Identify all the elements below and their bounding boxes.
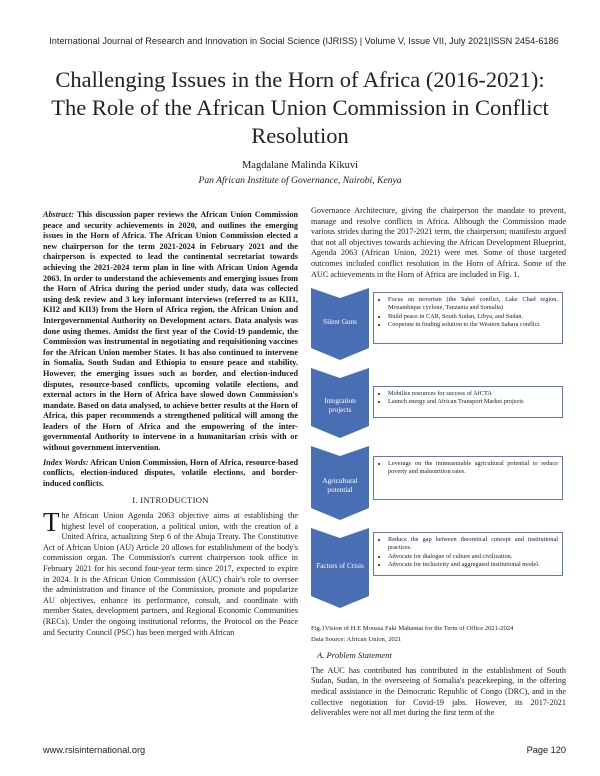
right-column [311, 206, 566, 719]
keywords-lead: Index Words: [43, 457, 89, 467]
figure-bullet: • Focus on terrorism (the Sahel conflict, Lake Chad region, Mozambique cyclone, Tanzania and Somalia) [388, 296, 558, 312]
figure-bullet: • Cooperate in finding solution to the Western Sahara conflict. [388, 321, 558, 329]
footer-url[interactable]: www.rsisinternational.org [43, 745, 146, 755]
figure-bullet: • Build peace in CAR, South Sudan, Libya, and Sudan. [388, 313, 558, 321]
figure-bullet: • Reduce the gap between theoretical concept and institutional practices. [388, 536, 558, 552]
abstract [43, 210, 298, 454]
figure-bullet: • Advocate for dialogue of culture and civilization. [388, 553, 558, 561]
figure-row [311, 288, 566, 360]
paper-title: Challenging Issues in the Horn of Africa (2016-2021): The Role of the African Union Commission in Conflict Resolution [51, 67, 549, 148]
section-heading-problem-statement: A. Problem Statement [317, 650, 392, 661]
figure-row-box [373, 292, 563, 344]
figure-caption: Fig.1Vision of H.E Moussa Faki Mahamat for the Term of Office 2021-2024 [311, 625, 514, 633]
section-heading-introduction: I. INTRODUCTION [132, 495, 209, 506]
figure-row [311, 446, 566, 520]
abstract-text: This discussion paper reviews the African Union Commission peace and security achievements in 2020, and outlines the emerging issues in the Horn of Africa. The African Union Commission elected a new chairperson for the term 2021-2024 in February 2021 and the chairperson is expected to lead the continental secretariat towards achieving the 2021-2024 term plan in line with African Union Agenda 2063. In order to understand the achievements and emerging issues from the Horn of Africa during the period under study, data was collected using desk review and 3 key informant interviews (referred to as KII1, KII2 and KII3) from the Horn of Africa region, the African Union and Intergovernmental Authority on Development actors. Data analysis was done using themes. Amidst the first year of the Covid-19 pandemic, the Commission was instrumental in negotiating and requisitioning vaccines for the African Union member States. It has also continued to intervene in Somalia, South Sudan and Ethiopia to ensure peace and stability. However, the emerging issues such as border, and election-induced disputes, resource-based conflicts, upcoming volatile elections, and external actors in the Horn of Africa have slowed down Commission's mandate. Based on data analysed, to achieve better results at the Horn of Africa, this paper recommends a strengthened political will among the leaders of the Horn of Africa and the empowering of the inter-governmental Authority to intervene in a humanitarian crisis with or without government intervention. [43, 210, 298, 453]
keywords [43, 458, 298, 490]
page-number: Page 120 [526, 745, 566, 755]
figure-row [311, 368, 566, 438]
figure-row [311, 528, 566, 608]
figure-bullet: • Leverage on the immeasurable agricultural potential to reduce poverty and malnutrition rates. [388, 460, 558, 476]
figure-bullet: • Launch energy and African Transport Market projects [388, 398, 558, 406]
drop-cap: T [43, 507, 60, 538]
author-name: Magdalane Malinda Kikuvi [241, 160, 359, 171]
journal-header: International Journal of Research and Innovation in Social Science (IJRISS) | Volume V, Issue VII, July 2021|ISSN 2454-6186 [49, 36, 559, 46]
figure-bullet: • Advocate for inclusivity and aggregated institutional model. [388, 561, 558, 569]
figure-bullet: • Mobilise resources for success of AfCTA [388, 390, 558, 398]
figure-row-box [373, 386, 563, 418]
introduction-text: he African Union Agenda 2063 objective aims at establishing the highest level of cooperation, a political union, with the creation of a United Africa, actualizing Step 6 of the Abuja Treaty. The Constitutive Act of African Union (AU) Article 20 allows for establishment of the body's commission organ. The Commission's current chairperson took office in February 2021 for his second four-year term since 2017, expected to expire in 2024. It is the African Union Commission (AUC) chair's role to oversee the administration and finance of the Commission, promote and popularize AU objectives, enhance its performance, consult, and coordinate with member States, development partners, and Regional Economic Communities (RECs). Under the ongoing institutional reforms, the Protocol on the Peace and Security Council (PSC) has been merged with African [43, 511, 298, 637]
figure-row-box [373, 532, 563, 576]
introduction-paragraph [43, 507, 298, 638]
keywords-text: African Union Commission, Horn of Africa, resource-based conflicts, election-induced disputes, volatile elections, and border-induced conflicts. [43, 457, 299, 488]
figure-row-label: Silent Guns [323, 318, 357, 327]
problem-statement-text: The AUC has contributed has contributed in the establishment of South Sudan, Sudan, in the overseeing of Somalia's peacekeeping, in the offering medical assistance in the Democratic Republic of Congo (DRC), and in the collective negotiation for Covid-19 jabs. However, its 2017-2021 deliverables were not all met during the first term of the [311, 665, 566, 718]
figure-row-box [373, 456, 563, 500]
figure-row-label: Integration projects [324, 397, 356, 415]
figure-row-label: Agricultural potential [322, 477, 358, 495]
right-intro-paragraph: Governance Architecture, giving the chairperson the mandate to prevent, manage and resolve conflicts in Africa. Although the Commission made various strides during the 2017-2021 term, the chairperson; manifesto argued that not all objectives towards achieving the African Development Blueprint, Agenda 2063 (African Union, 2021) were met. Some of those targeted outcomes included conflict resolution in the Horn of Africa. Some of the AUC achievements in the Horn of Africa are included in Fig. 1. [311, 206, 566, 279]
figure-1-diagram [311, 288, 566, 618]
left-column [43, 210, 298, 638]
author-affiliation: Pan African Institute of Governance, Nairobi, Kenya [198, 175, 402, 186]
abstract-lead: Abstract: [43, 210, 74, 219]
figure-source: Data Source: African Union, 2021 [311, 636, 402, 644]
figure-row-label: Factors of Crisis [316, 562, 364, 571]
